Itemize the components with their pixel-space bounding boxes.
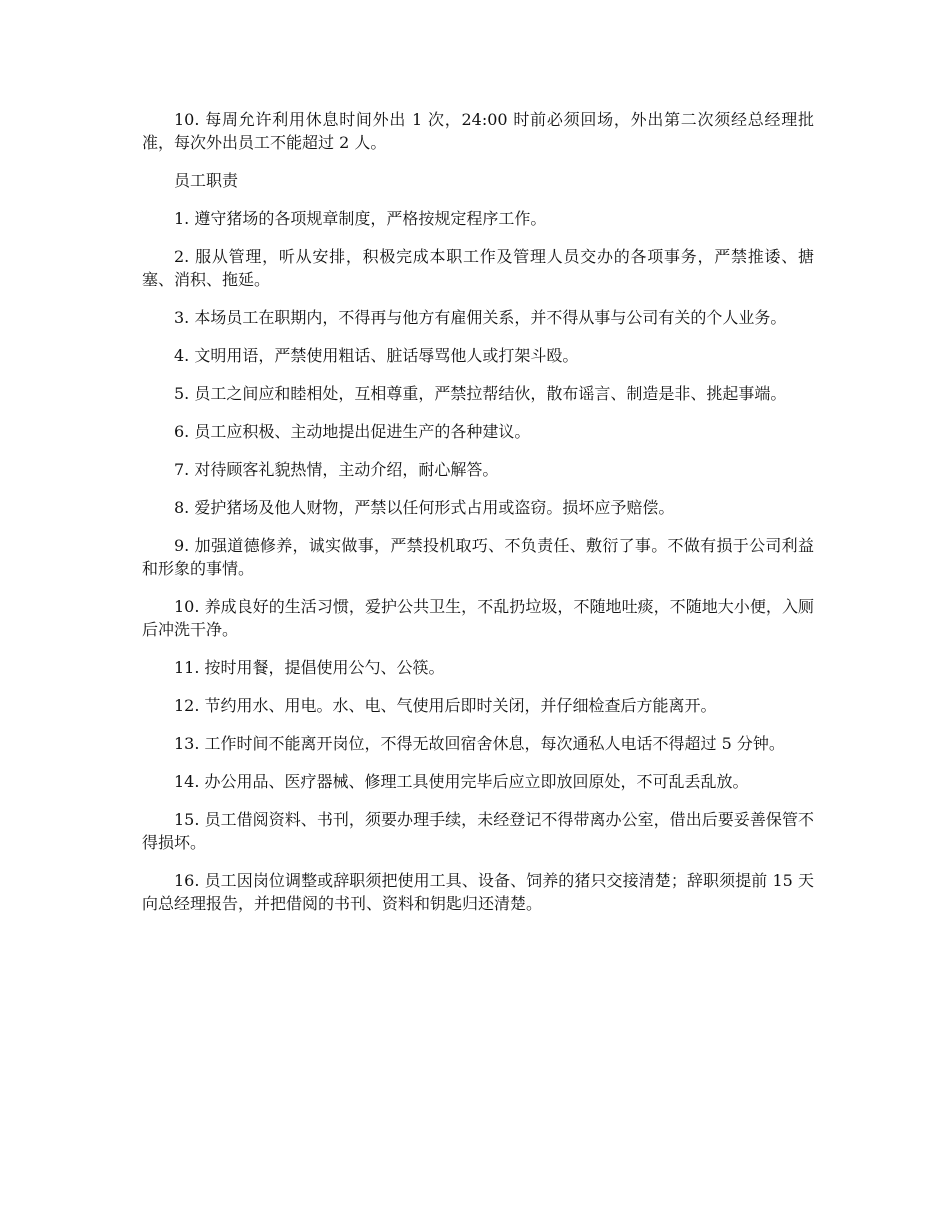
duty-5: 5. 员工之间应和睦相处，互相尊重，严禁拉帮结伙，散布谣言、制造是非、挑起事端。 — [174, 384, 787, 403]
duty-2: 2. 服从管理，听从安排，积极完成本职工作及管理人员交办的各项事务，严禁推诿、搪塞、消积、拖延。 — [142, 247, 814, 289]
duty-13: 13. 工作时间不能离开岗位，不得无故回宿舍休息，每次通私人电话不得超过 5 分钟。 — [174, 734, 785, 753]
duty-10: 10. 养成良好的生活习惯，爱护公共卫生，不乱扔垃圾，不随地吐痰，不随地大小便，入厕后冲洗干净。 — [142, 597, 814, 639]
duty-12: 12. 节约用水、用电。水、电、气使用后即时关闭，并仔细检查后方能离开。 — [174, 696, 717, 715]
duty-6: 6. 员工应积极、主动地提出促进生产的各种建议。 — [174, 422, 531, 441]
duty-3: 3. 本场员工在职期内，不得再与他方有雇佣关系，并不得从事与公司有关的个人业务。 — [174, 308, 787, 327]
duty-7: 7. 对待顾客礼貌热情，主动介绍，耐心解答。 — [174, 460, 499, 479]
duty-1: 1. 遵守猪场的各项规章制度，严格按规定程序工作。 — [174, 209, 547, 228]
duty-8: 8. 爱护猪场及他人财物，严禁以任何形式占用或盗窃。损坏应予赔偿。 — [174, 498, 675, 517]
duty-4: 4. 文明用语，严禁使用粗话、脏话辱骂他人或打架斗殴。 — [174, 346, 579, 365]
duty-15: 15. 员工借阅资料、书刊，须要办理手续，未经登记不得带离办公室，借出后要妥善保管不得损坏。 — [142, 810, 814, 852]
rule-10-outing: 10. 每周允许利用休息时间外出 1 次，24:00 时前必须回场，外出第二次须经总经理批准，每次外出员工不能超过 2 人。 — [142, 110, 814, 152]
duty-16: 16. 员工因岗位调整或辞职须把使用工具、设备、饲养的猪只交接清楚；辞职须提前 15 天向总经理报告，并把借阅的书刊、资料和钥匙归还清楚。 — [142, 871, 814, 913]
duty-9: 9. 加强道德修养，诚实做事，严禁投机取巧、不负责任、敷衍了事。不做有损于公司利益和形象的事情。 — [142, 536, 814, 578]
duty-14: 14. 办公用品、医疗器械、修理工具使用完毕后应立即放回原处，不可乱丢乱放。 — [174, 772, 749, 791]
section-heading-staff-duties: 员工职责 — [174, 171, 239, 190]
document-body — [142, 108, 814, 930]
duty-11: 11. 按时用餐，提倡使用公勺、公筷。 — [174, 658, 445, 677]
